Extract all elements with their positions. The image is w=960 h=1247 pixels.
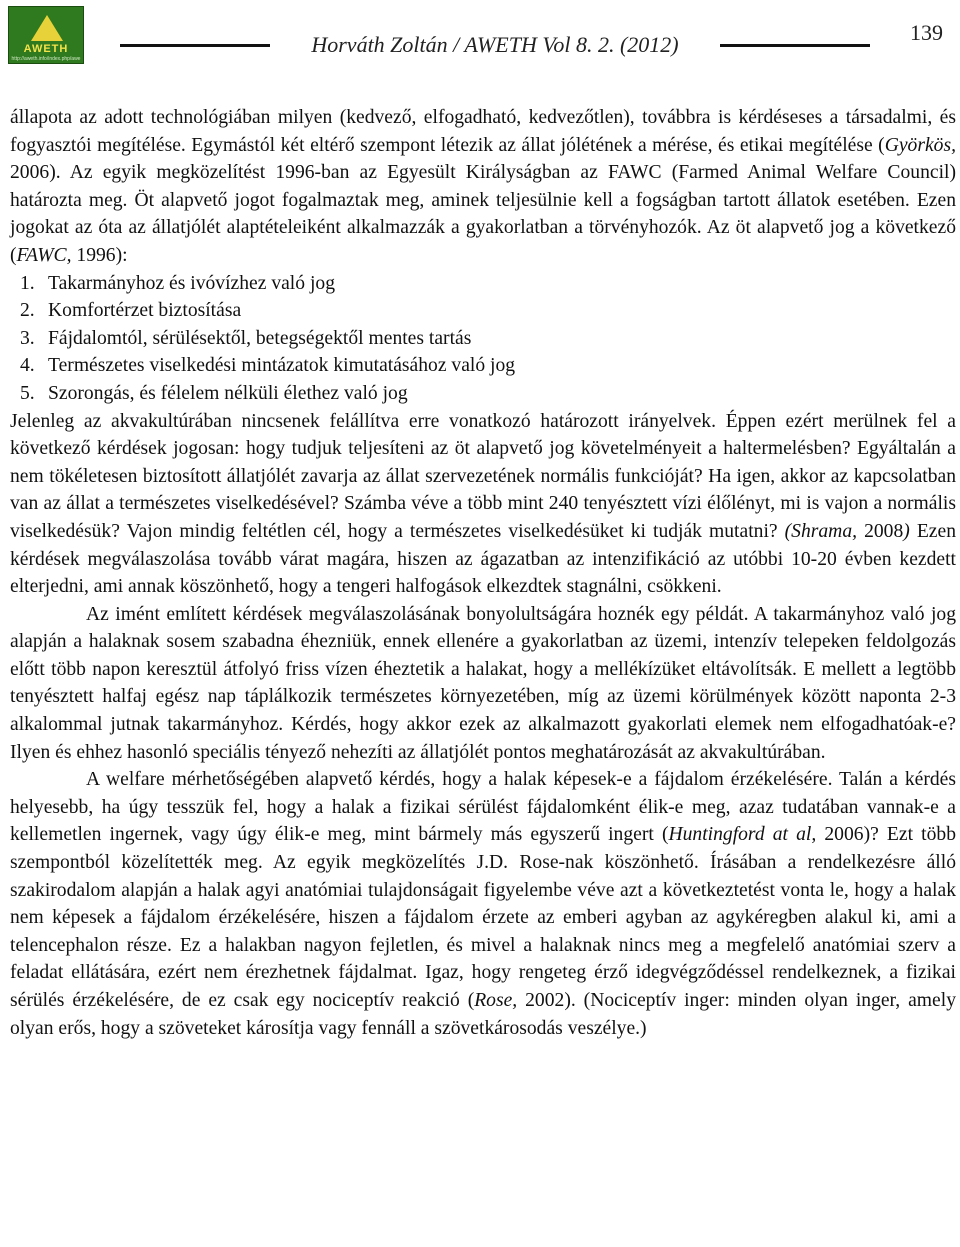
- list-number: 1.: [20, 272, 35, 294]
- citation: (Shrama,: [784, 520, 858, 542]
- logo-triangle-icon: [31, 15, 63, 41]
- paragraph-aquaculture: [10, 408, 956, 601]
- list-text: Természetes viselkedési mintázatok kimutatásához való jog: [48, 355, 516, 377]
- text-span: állapota az adott technológiában milyen (kedvező, elfogadható, kedvezőtlen), továbbra is kérdéseses a társadalmi, és fogyasztói megítélése. Egymástól két eltérő szempont létezik az állat jólétének a mérése, és etikai megítélése (: [10, 107, 956, 156]
- logo-url: http://aweth.info/index.php/awe: [11, 56, 81, 62]
- running-title: Horváth Zoltán / AWETH Vol 8. 2. (2012): [311, 32, 679, 57]
- list-text: Komfortérzet biztosítása: [48, 300, 242, 322]
- body-text: [10, 104, 956, 1042]
- text-span: 2002). (Nociceptív inger: minden olyan inger, amely olyan erős, hogy a szöveteket károsítja vagy fennáll a szövetkárosodás veszélye.): [10, 990, 956, 1039]
- citation: Rose,: [474, 990, 518, 1011]
- list-number: 5.: [20, 382, 35, 404]
- list-item: [10, 325, 956, 353]
- list-item: [10, 297, 956, 325]
- list-text: Szorongás, és félelem nélküli élethez való jog: [48, 382, 408, 404]
- text-span: A welfare mérhetőségében alapvető kérdés, hogy a halak képesek-e a fájdalom érzékelésére. Talán a kérdés helyesebb, ha úgy tesszük fel, hogy a halak a fizikai sérülést fájdalomként élik-e meg, azaz tudatában vannak-e a kellemetlen ingernek, vagy úgy élik-e meg, mint bármely más egyszerű ingert (: [10, 769, 956, 846]
- text-span: 1996):: [71, 244, 128, 266]
- page-number: 139: [910, 20, 943, 45]
- citation: Huntingford at al,: [668, 824, 817, 846]
- journal-logo: [8, 6, 84, 64]
- text-span: Jelenleg az akvakultúrában nincsenek felállítva erre vonatkozó határozott irányelvek. Éppen ezért merülnek fel a következő kérdések jogosan: hogy tudjuk teljesíteni az öt alapvető jog követelményeit a haltermelésben? Egyáltalán a nem tökéletesen biztosított állatjólét zavarja az állat szervezetének normális funkcióját? Ha igen, akkor az kapcsolatban van az állat a természetes viselkedésével? Számba véve a több mint 240 tenyésztett vízi élőlényt, mi is vajon a normális viselkedésük? Vajon mindig feltétlen cél, hogy a természetes viselkedésüket ki tudják mutatni?: [10, 410, 956, 542]
- list-item: [10, 270, 956, 298]
- paragraph-pain: [10, 766, 956, 1042]
- paragraph-intro: [10, 104, 956, 270]
- page-header: [0, 0, 960, 80]
- rights-list: [10, 270, 956, 408]
- list-text: Fájdalomtól, sérülésektől, betegségektől mentes tartás: [48, 327, 472, 349]
- list-item: [10, 352, 956, 380]
- text-span: 2006)? Ezt több szempontból közelítették meg. Az egyik megközelítés J.D. Rose-nak köszönhető. Írásában a rendelkezésre álló szakirodalom alapján a halak agyi anatómiai tulajdonságait figyelembe véve azt a következtetést vonta le, hogy a halak nem képesek a fájdalom érzékelésére, hiszen a fájdalom érzete az emberi agyban az agykéregben alakul ki, ami a telencephalon része. Ez a halakban nagyon fejletlen, és mivel a halaknak nincs meg a megfelelő anatómiai szerv a feladat ellátására, ezért nem érezhetnek fájdalmat. Igaz, hogy rengeteg érző idegvégződéssel rendelkeznek, a fizikai sérülés érzékelésére, de ez csak egy nociceptív reakció (: [10, 824, 956, 1011]
- header-rule-right: [720, 44, 870, 47]
- text-span: 2006). Az egyik megközelítést 1996-ban az Egyesült Királyságban az FAWC (Farmed Animal Welfare Council) határozta meg. Öt alapvető jogot fogalmaztak meg, aminek teljesülnie kell a fogságban tartott állatok esetében. Ezen jogokat az óta az állatjólét alaptételeiként alkalmazzák a gyakorlatban a törvényhozók. Az öt alapvető jog a következő (: [10, 162, 956, 266]
- paragraph-example: Az imént említett kérdések megválaszolásának bonyolultságára hoznék egy példát. A takarmányhoz való jog alapján a halaknak sosem szabadna éhezniük, ennek ellenére a gyakorlatban az üzemi, intenzív telepeken feldolgozás előtt több napon keresztül átfolyó friss vízen éheztetik a halakat, hogy a mellékízüket eltávolítsák. E mellett a legtöbb tenyésztett halfaj egész nap táplálkozik természetes környezetében, míg az üzemi körülmények között naponta 2-3 alkalommal jutnak takarmányhoz. Kérdés, hogy akkor ezek az alkalmazott gyakorlati elemek nem elfogadhatóak-e? Ilyen és ehhez hasonló speciális tényező nehezíti az állatjólét pontos meghatározását az akvakultúrában.: [10, 603, 956, 763]
- list-number: 2.: [20, 300, 35, 322]
- list-number: 3.: [20, 327, 35, 349]
- citation-close: ): [903, 520, 910, 542]
- header-rule-left: [120, 44, 270, 47]
- list-item: [10, 380, 956, 408]
- logo-text: AWETH: [23, 43, 69, 55]
- list-number: 4.: [20, 355, 35, 377]
- text-span: 2008: [857, 520, 904, 542]
- citation: FAWC,: [16, 244, 72, 266]
- text-span: Ezen kérdések megválaszolása tovább várat magára, hiszen az ágazatban az intenzifikáció az utóbbi 10-20 évben kezdett elterjedni, ami annak köszönhető, hogy a tengeri halfogások elkezdtek stagnálni, csökkeni.: [10, 520, 956, 598]
- citation: Györkös,: [884, 134, 956, 156]
- list-text: Takarmányhoz és ivóvízhez való jog: [48, 272, 335, 294]
